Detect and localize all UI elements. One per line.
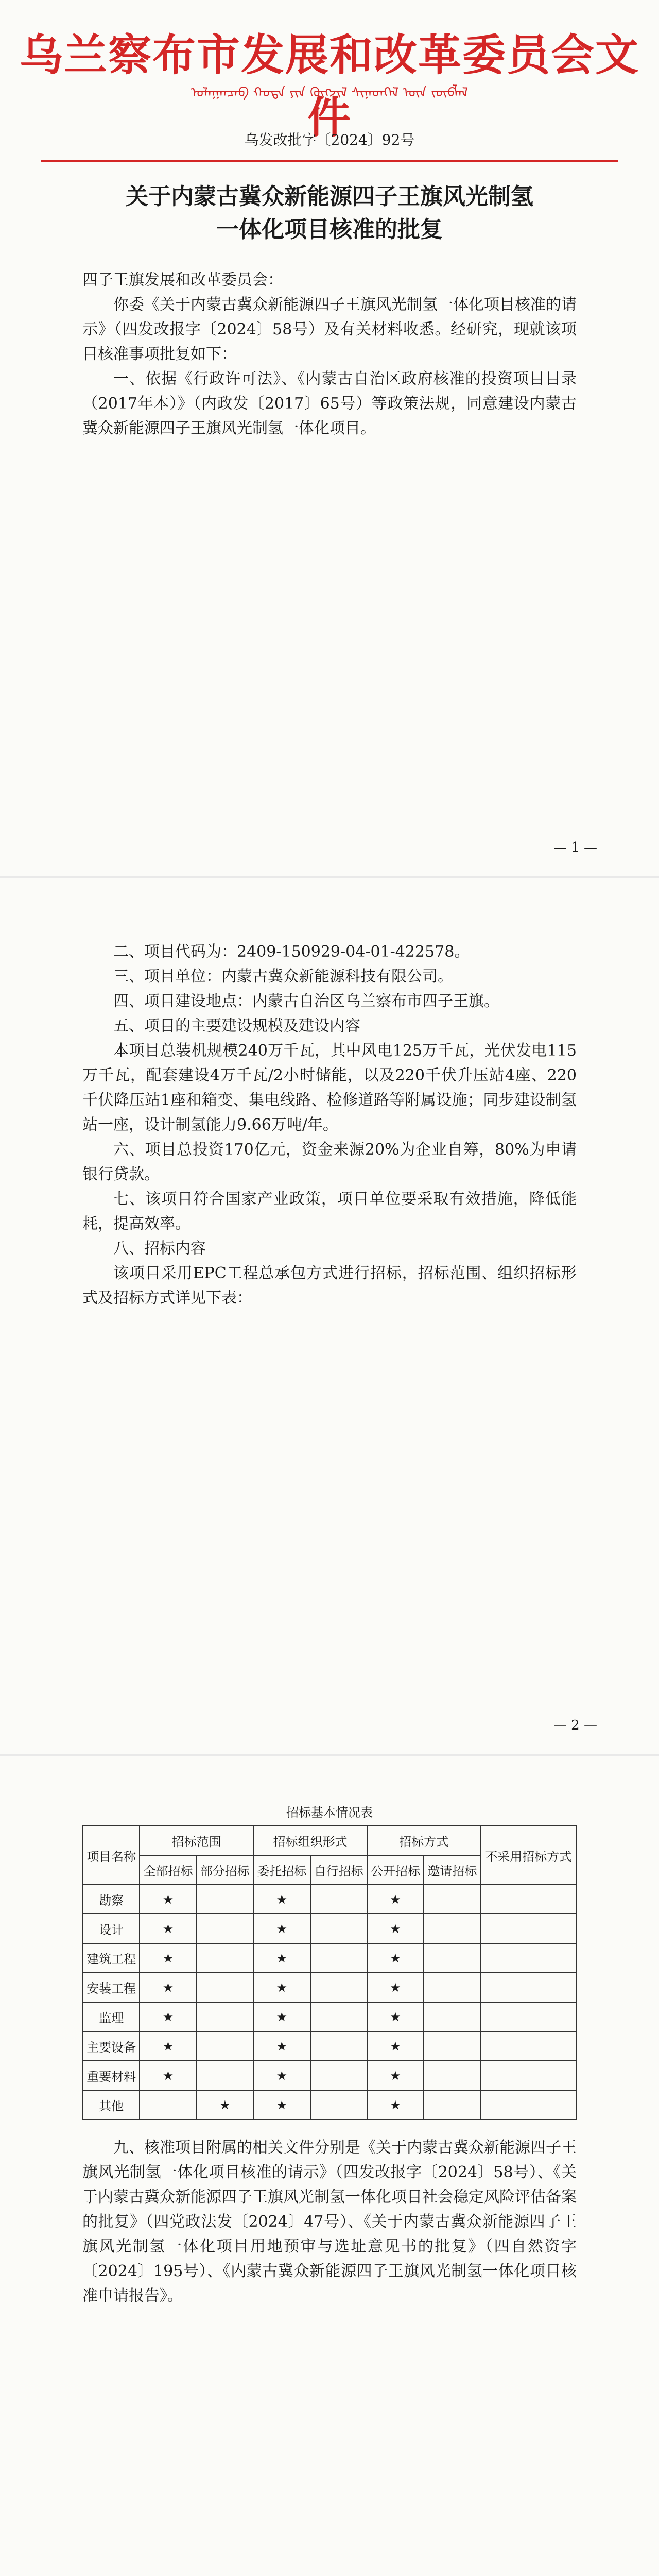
- mark-cell: ★: [367, 1973, 424, 2002]
- mark-cell: [310, 2002, 367, 2031]
- addressee: 四子王旗发展和改革委员会：: [82, 271, 283, 289]
- row-name: 建筑工程: [83, 1943, 140, 1973]
- th-public: 公开招标: [367, 1855, 424, 1885]
- mark-cell: ★: [367, 2031, 424, 2061]
- mark-cell: ★: [367, 1885, 424, 1914]
- mark-cell: ★: [140, 1943, 196, 1973]
- row-name: 主要设备: [83, 2031, 140, 2061]
- row-name: 安装工程: [83, 1973, 140, 2002]
- mark-cell: ★: [140, 2031, 196, 2061]
- table-row: [83, 1943, 576, 1973]
- paragraph: 本项目总装机规模240万千瓦，其中风电125万千瓦，光伏发电115万千瓦，配套建设4万千瓦/2小时储能，以及220千伏升压站4座、220千伏降压站1座和箱变、集电线路、检修道路等附属设施；同步建设制氢站一座，设计制氢能力9.66万吨/年。: [82, 1042, 577, 1134]
- row-name: 其他: [83, 2090, 140, 2120]
- table-row: [83, 1973, 576, 2002]
- mark-cell: ★: [140, 1914, 196, 1943]
- mark-cell: [481, 1885, 576, 1914]
- document-header-title: 乌兰察布市发展和改革委员会文件: [19, 29, 639, 143]
- mark-cell: ★: [140, 2002, 196, 2031]
- row-name: 监理: [83, 2002, 140, 2031]
- table-row: [83, 1914, 576, 1943]
- mark-cell: [140, 2090, 196, 2120]
- th-self: 自行招标: [310, 1855, 367, 1885]
- mark-cell: [310, 1973, 367, 2002]
- paragraph: 三、项目单位：内蒙古冀众新能源科技有限公司。: [113, 968, 453, 986]
- mark-cell: [197, 1914, 253, 1943]
- table-row: [83, 2061, 576, 2090]
- mark-cell: [424, 2090, 480, 2120]
- mark-cell: [424, 2061, 480, 2090]
- mark-cell: ★: [253, 2002, 310, 2031]
- page-3: [0, 1756, 659, 2576]
- mark-cell: [310, 1943, 367, 1973]
- mark-cell: [481, 2090, 576, 2120]
- mark-cell: [197, 2002, 253, 2031]
- title-line-1: 关于内蒙古冀众新能源四子王旗风光制氢: [126, 183, 533, 210]
- th-no-bid: 不采用招标方式: [481, 1826, 576, 1885]
- table-row: [83, 2090, 576, 2120]
- row-name: 勘察: [83, 1885, 140, 1914]
- paragraph: 六、项目总投资170亿元，资金来源20%为企业自筹，80%为申请银行贷款。: [82, 1141, 577, 1183]
- mark-cell: ★: [253, 1914, 310, 1943]
- th-item: 项目名称: [83, 1826, 140, 1885]
- mark-cell: [310, 1885, 367, 1914]
- mark-cell: ★: [197, 2090, 253, 2120]
- mark-cell: ★: [253, 1943, 310, 1973]
- mark-cell: [424, 1914, 480, 1943]
- paragraph: 七、该项目符合国家产业政策，项目单位要采取有效措施，降低能耗，提高效率。: [82, 1190, 577, 1233]
- mark-cell: ★: [367, 1943, 424, 1973]
- mark-cell: ★: [253, 2090, 310, 2120]
- mark-cell: ★: [367, 1914, 424, 1943]
- page-2: [0, 878, 659, 1754]
- mark-cell: [481, 1943, 576, 1973]
- mark-cell: ★: [253, 2031, 310, 2061]
- document-title: [0, 180, 659, 246]
- paragraph: 你委《关于内蒙古冀众新能源四子王旗风光制氢一体化项目核准的请示》（四发改报字〔2024〕58号）及有关材料收悉。经研究，现就该项目核准事项批复如下：: [82, 296, 577, 363]
- mark-cell: ★: [367, 2061, 424, 2090]
- mark-cell: [481, 2031, 576, 2061]
- mark-cell: ★: [140, 1885, 196, 1914]
- mark-cell: [424, 1885, 480, 1914]
- paragraph: 九、核准项目附属的相关文件分别是《关于内蒙古冀众新能源四子王旗风光制氢一体化项目核准的请示》（四发改报字〔2024〕58号）、《关于内蒙古冀众新能源四子王旗风光制氢一体化项目社会稳定风险评估备案的批复》（四党政法发〔2024〕47号）、《关于内蒙古冀众新能源四子王旗风光制氢一体化项目用地预审与选址意见书的批复》（四自然资字〔2024〕195号）、《内蒙古冀众新能源四子王旗风光制氢一体化项目核准申请报告》。: [82, 2139, 577, 2305]
- mark-cell: ★: [367, 2002, 424, 2031]
- mark-cell: [481, 1973, 576, 2002]
- title-line-2: 一体化项目核准的批复: [216, 216, 443, 243]
- paragraph: 八、招标内容: [113, 1240, 206, 1258]
- mark-cell: [310, 2031, 367, 2061]
- paragraph: 一、依据《行政许可法》、《内蒙古自治区政府核准的投资项目目录（2017年本）》（内政发〔2017〕65号）等政策法规，同意建设内蒙古冀众新能源四子王旗风光制氢一体化项目。: [82, 370, 577, 437]
- mark-cell: [424, 2031, 480, 2061]
- mark-cell: ★: [253, 1973, 310, 2002]
- page-number: — 2 —: [553, 1718, 597, 1733]
- paragraph: 五、项目的主要建设规模及建设内容: [113, 1017, 360, 1035]
- mark-cell: [481, 1914, 576, 1943]
- mark-cell: [424, 2002, 480, 2031]
- mongolian-header-line: ᠤᠯᠠᠭᠠᠨᠴᠠᠪ ᠬᠣᠲᠠ ᠶᠢᠨ ᠬᠥᠭᠵᠢᠯ ᠰᠢᠨᠡᠳᠬᠡᠯ ᠦᠨ ᠵᠥᠪᠯᠡᠯ: [190, 85, 469, 100]
- mark-cell: [197, 2061, 253, 2090]
- th-invite: 邀请招标: [424, 1855, 480, 1885]
- th-partial: 部分招标: [197, 1855, 253, 1885]
- table-caption: 招标基本情况表: [286, 1805, 373, 1820]
- th-entrust: 委托招标: [253, 1855, 310, 1885]
- th-all: 全部招标: [140, 1855, 196, 1885]
- row-name: 重要材料: [83, 2061, 140, 2090]
- mark-cell: [310, 2061, 367, 2090]
- mark-cell: ★: [140, 1973, 196, 2002]
- mark-cell: [424, 1943, 480, 1973]
- table-row: [83, 1885, 576, 1914]
- th-form: 招标组织形式: [253, 1826, 367, 1855]
- table-row: [83, 2031, 576, 2061]
- mark-cell: ★: [367, 2090, 424, 2120]
- red-divider: [41, 160, 618, 162]
- paragraph: 四、项目建设地点：内蒙古自治区乌兰察布市四子王旗。: [113, 992, 499, 1010]
- mark-cell: ★: [253, 1885, 310, 1914]
- mark-cell: [310, 1914, 367, 1943]
- paragraph: 二、项目代码为：2409-150929-04-01-422578。: [113, 943, 470, 961]
- th-method: 招标方式: [367, 1826, 481, 1855]
- document-number: 乌发改批字〔2024〕92号: [244, 131, 415, 148]
- page-number: — 1 —: [553, 840, 597, 855]
- mark-cell: [197, 1885, 253, 1914]
- mark-cell: [197, 1973, 253, 2002]
- mark-cell: [481, 2002, 576, 2031]
- th-scope: 招标范围: [140, 1826, 253, 1855]
- mark-cell: ★: [140, 2061, 196, 2090]
- bidding-table: [82, 1825, 577, 2120]
- table-row: [83, 2002, 576, 2031]
- mark-cell: [481, 2061, 576, 2090]
- paragraph: 该项目采用EPC工程总承包方式进行招标，招标范围、组织招标形式及招标方式详见下表：: [82, 1264, 577, 1307]
- mark-cell: ★: [253, 2061, 310, 2090]
- page-1: [0, 0, 659, 876]
- mark-cell: [310, 2090, 367, 2120]
- row-name: 设计: [83, 1914, 140, 1943]
- mark-cell: [197, 1943, 253, 1973]
- mark-cell: [424, 1973, 480, 2002]
- mark-cell: [197, 2031, 253, 2061]
